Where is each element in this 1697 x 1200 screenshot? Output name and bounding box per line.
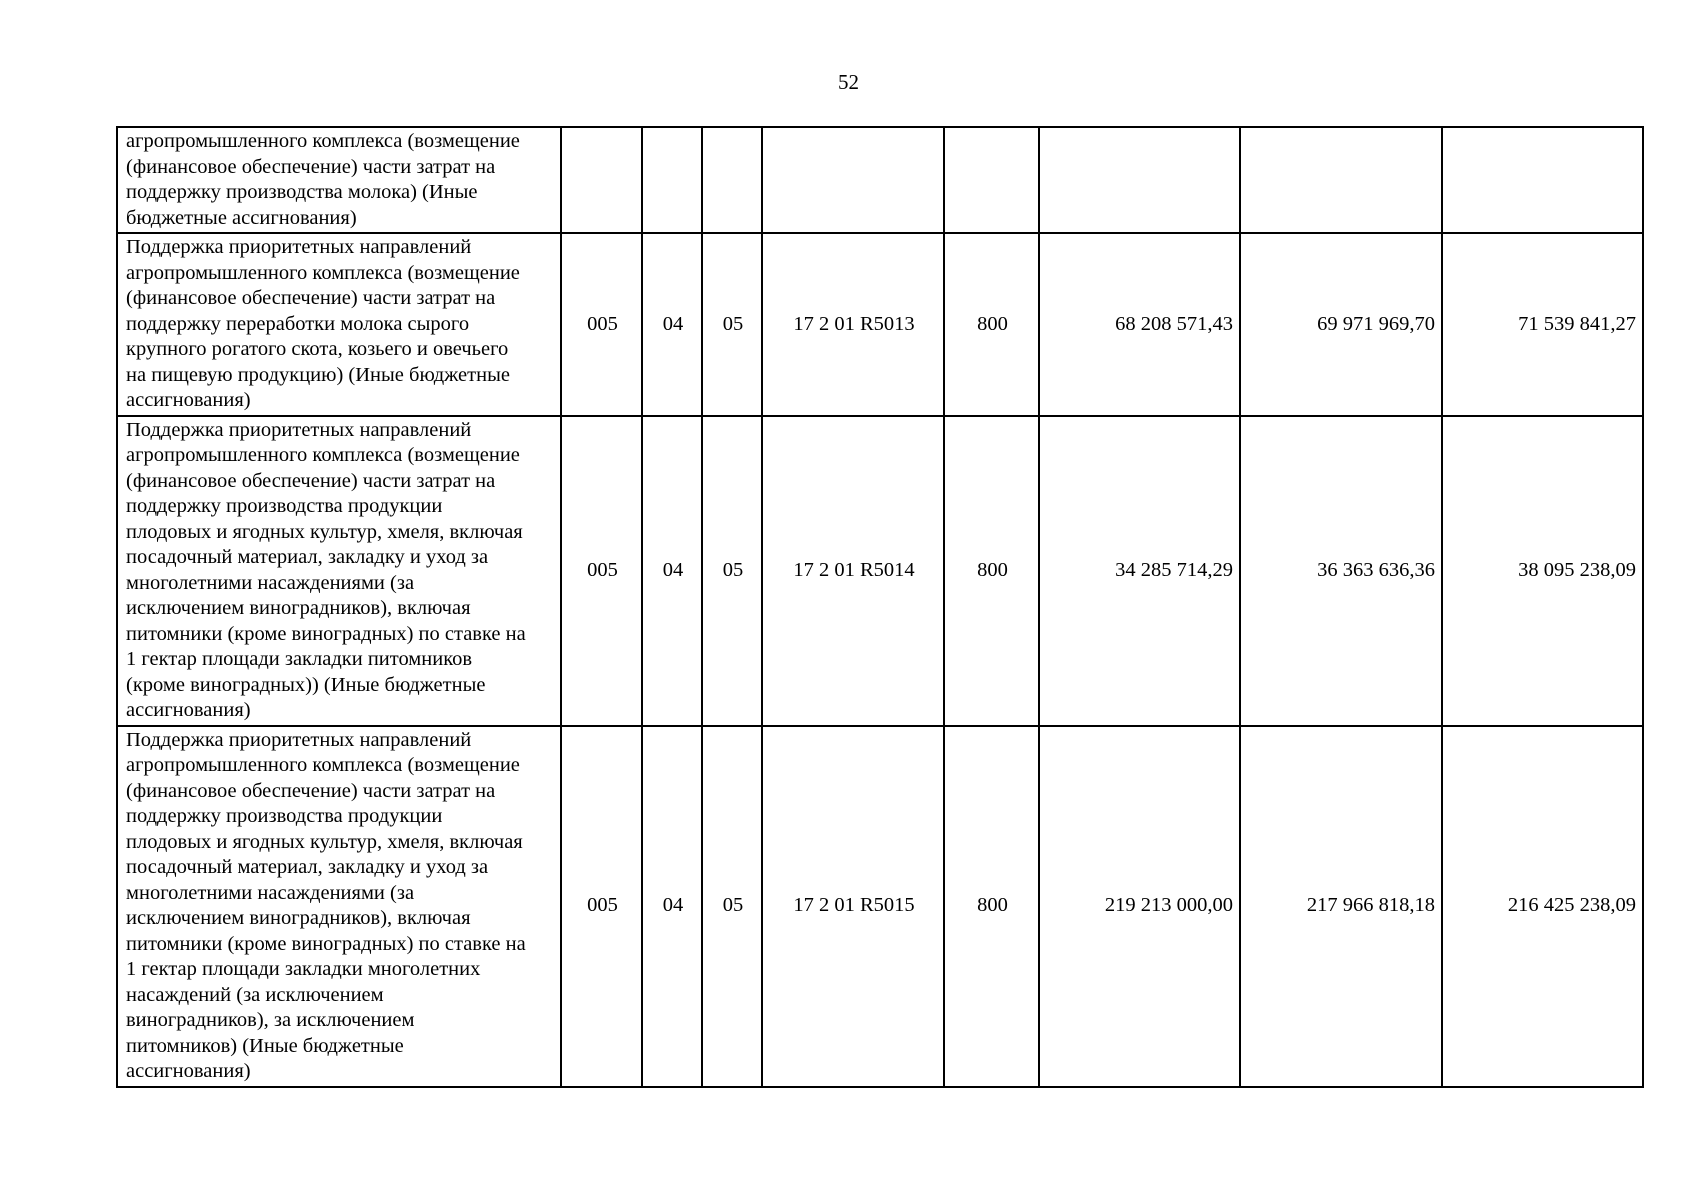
ministry-code: 005 xyxy=(561,416,642,726)
expense-type-code: 800 xyxy=(944,726,1039,1087)
amount-year3 xyxy=(1442,127,1643,233)
table-row xyxy=(117,233,1643,416)
table-row xyxy=(117,127,1643,233)
target-article-code: 17 2 01 R5013 xyxy=(762,233,944,416)
section-code: 04 xyxy=(642,726,702,1087)
target-article-code xyxy=(762,127,944,233)
page-number: 52 xyxy=(838,70,859,94)
subsection-code: 05 xyxy=(702,416,762,726)
ministry-code: 005 xyxy=(561,233,642,416)
amount-year2: 36 363 636,36 xyxy=(1240,416,1442,726)
expense-type-code: 800 xyxy=(944,233,1039,416)
row-description: Поддержка приоритетных направлений агропромышленного комплекса (возмещение (финансовое обеспечение) части затрат на поддержку производства продукции плодовых и ягодных культур, хмеля, включая посадочный материал, закладку и уход за многолетними насаждениями (за исключением виноградников), включая питомники (кроме виноградных) по ставке на 1 гектар площади закладки питомников (кроме виноградных)) (Иные бюджетные ассигнования) xyxy=(117,416,561,726)
amount-year3: 38 095 238,09 xyxy=(1442,416,1643,726)
target-article-code: 17 2 01 R5014 xyxy=(762,416,944,726)
section-code xyxy=(642,127,702,233)
subsection-code: 05 xyxy=(702,233,762,416)
ministry-code xyxy=(561,127,642,233)
subsection-code xyxy=(702,127,762,233)
amount-year2 xyxy=(1240,127,1442,233)
amount-year1: 68 208 571,43 xyxy=(1039,233,1240,416)
amount-year2: 217 966 818,18 xyxy=(1240,726,1442,1087)
table-row xyxy=(117,726,1643,1087)
row-description: агропромышленного комплекса (возмещение (финансовое обеспечение) части затрат на поддержку производства молока) (Иные бюджетные ассигнования) xyxy=(117,127,561,233)
amount-year3: 216 425 238,09 xyxy=(1442,726,1643,1087)
section-code: 04 xyxy=(642,233,702,416)
row-description: Поддержка приоритетных направлений агропромышленного комплекса (возмещение (финансовое обеспечение) части затрат на поддержку производства продукции плодовых и ягодных культур, хмеля, включая посадочный материал, закладку и уход за многолетними насаждениями (за исключением виноградников), включая питомники (кроме виноградных) по ставке на 1 гектар площади закладки многолетних насаждений (за исключением виноградников), за исключением питомников) (Иные бюджетные ассигнования) xyxy=(117,726,561,1087)
expense-type-code xyxy=(944,127,1039,233)
budget-table xyxy=(116,126,1644,1088)
expense-type-code: 800 xyxy=(944,416,1039,726)
amount-year2: 69 971 969,70 xyxy=(1240,233,1442,416)
amount-year1 xyxy=(1039,127,1240,233)
amount-year3: 71 539 841,27 xyxy=(1442,233,1643,416)
amount-year1: 34 285 714,29 xyxy=(1039,416,1240,726)
target-article-code: 17 2 01 R5015 xyxy=(762,726,944,1087)
subsection-code: 05 xyxy=(702,726,762,1087)
table-row xyxy=(117,416,1643,726)
section-code: 04 xyxy=(642,416,702,726)
row-description: Поддержка приоритетных направлений агропромышленного комплекса (возмещение (финансовое обеспечение) части затрат на поддержку переработки молока сырого крупного рогатого скота, козьего и овечьего на пищевую продукцию) (Иные бюджетные ассигнования) xyxy=(117,233,561,416)
amount-year1: 219 213 000,00 xyxy=(1039,726,1240,1087)
ministry-code: 005 xyxy=(561,726,642,1087)
